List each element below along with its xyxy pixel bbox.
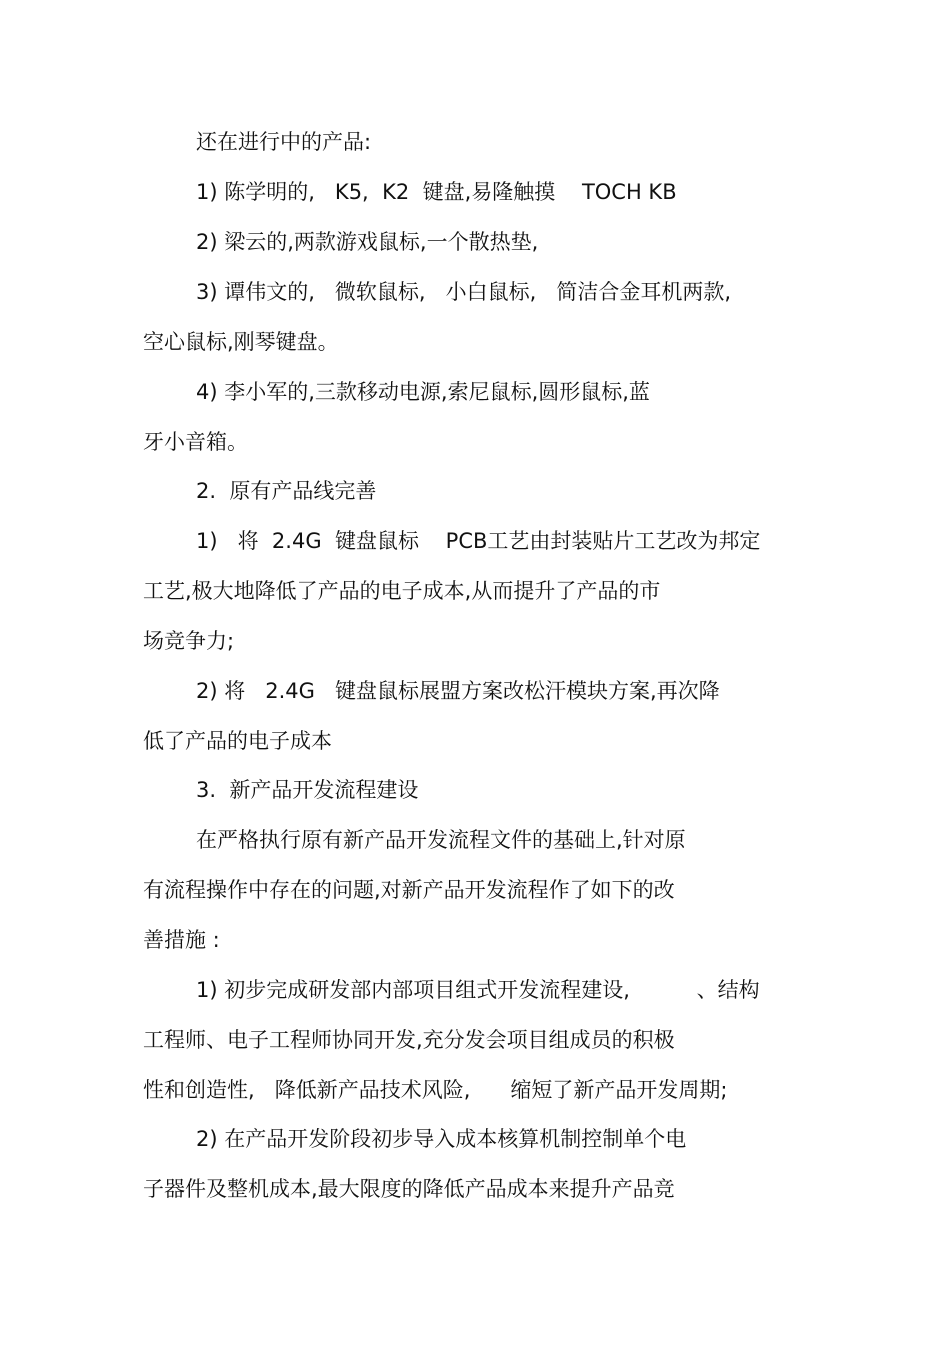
text-line: 低了产品的电子成本: [143, 729, 332, 753]
text-line: 2) 将 2.4G 键盘鼠标展盟方案改松汗模块方案,再次降: [196, 679, 720, 703]
text-line: 空心鼠标,刚琴键盘。: [143, 330, 339, 354]
text-line: 子器件及整机成本,最大限度的降低产品成本来提升产品竞: [143, 1177, 675, 1201]
text-line: 工艺,极大地降低了产品的电子成本,从而提升了产品的市: [143, 579, 661, 603]
text-line: 牙小音箱。: [143, 430, 248, 454]
text-line: 工程师、电子工程师协同开发,充分发会项目组成员的积极: [143, 1028, 675, 1052]
text-line: 善措施 :: [143, 928, 220, 952]
text-line: 1) 初步完成研发部内部项目组式开发流程建设, 、结构: [196, 978, 760, 1002]
text-line: 性和创造性, 降低新产品技术风险, 缩短了新产品开发周期;: [143, 1078, 728, 1102]
text-line: 2) 梁云的,两款游戏鼠标,一个散热垫,: [196, 230, 539, 254]
text-line: 1) 陈学明的, K5, K2 键盘,易隆触摸 TOCH KB: [196, 180, 677, 204]
text-line: 1) 将 2.4G 键盘鼠标 PCB工艺由封装贴片工艺改为邦定: [196, 529, 761, 553]
text-line: 还在进行中的产品:: [196, 130, 372, 154]
text-line: 有流程操作中存在的问题,对新产品开发流程作了如下的改: [143, 878, 675, 902]
text-line: 2) 在产品开发阶段初步导入成本核算机制控制单个电: [196, 1127, 687, 1151]
text-line: 4) 李小军的,三款移动电源,索尼鼠标,圆形鼠标,蓝: [196, 380, 650, 404]
text-line: 在严格执行原有新产品开发流程文件的基础上,针对原: [196, 828, 686, 852]
text-line: 场竞争力;: [143, 629, 235, 653]
text-line: 3) 谭伟文的, 微软鼠标, 小白鼠标, 简洁合金耳机两款,: [196, 280, 732, 304]
section-heading: 3. 新产品开发流程建设: [196, 778, 419, 802]
section-heading: 2. 原有产品线完善: [196, 479, 377, 503]
